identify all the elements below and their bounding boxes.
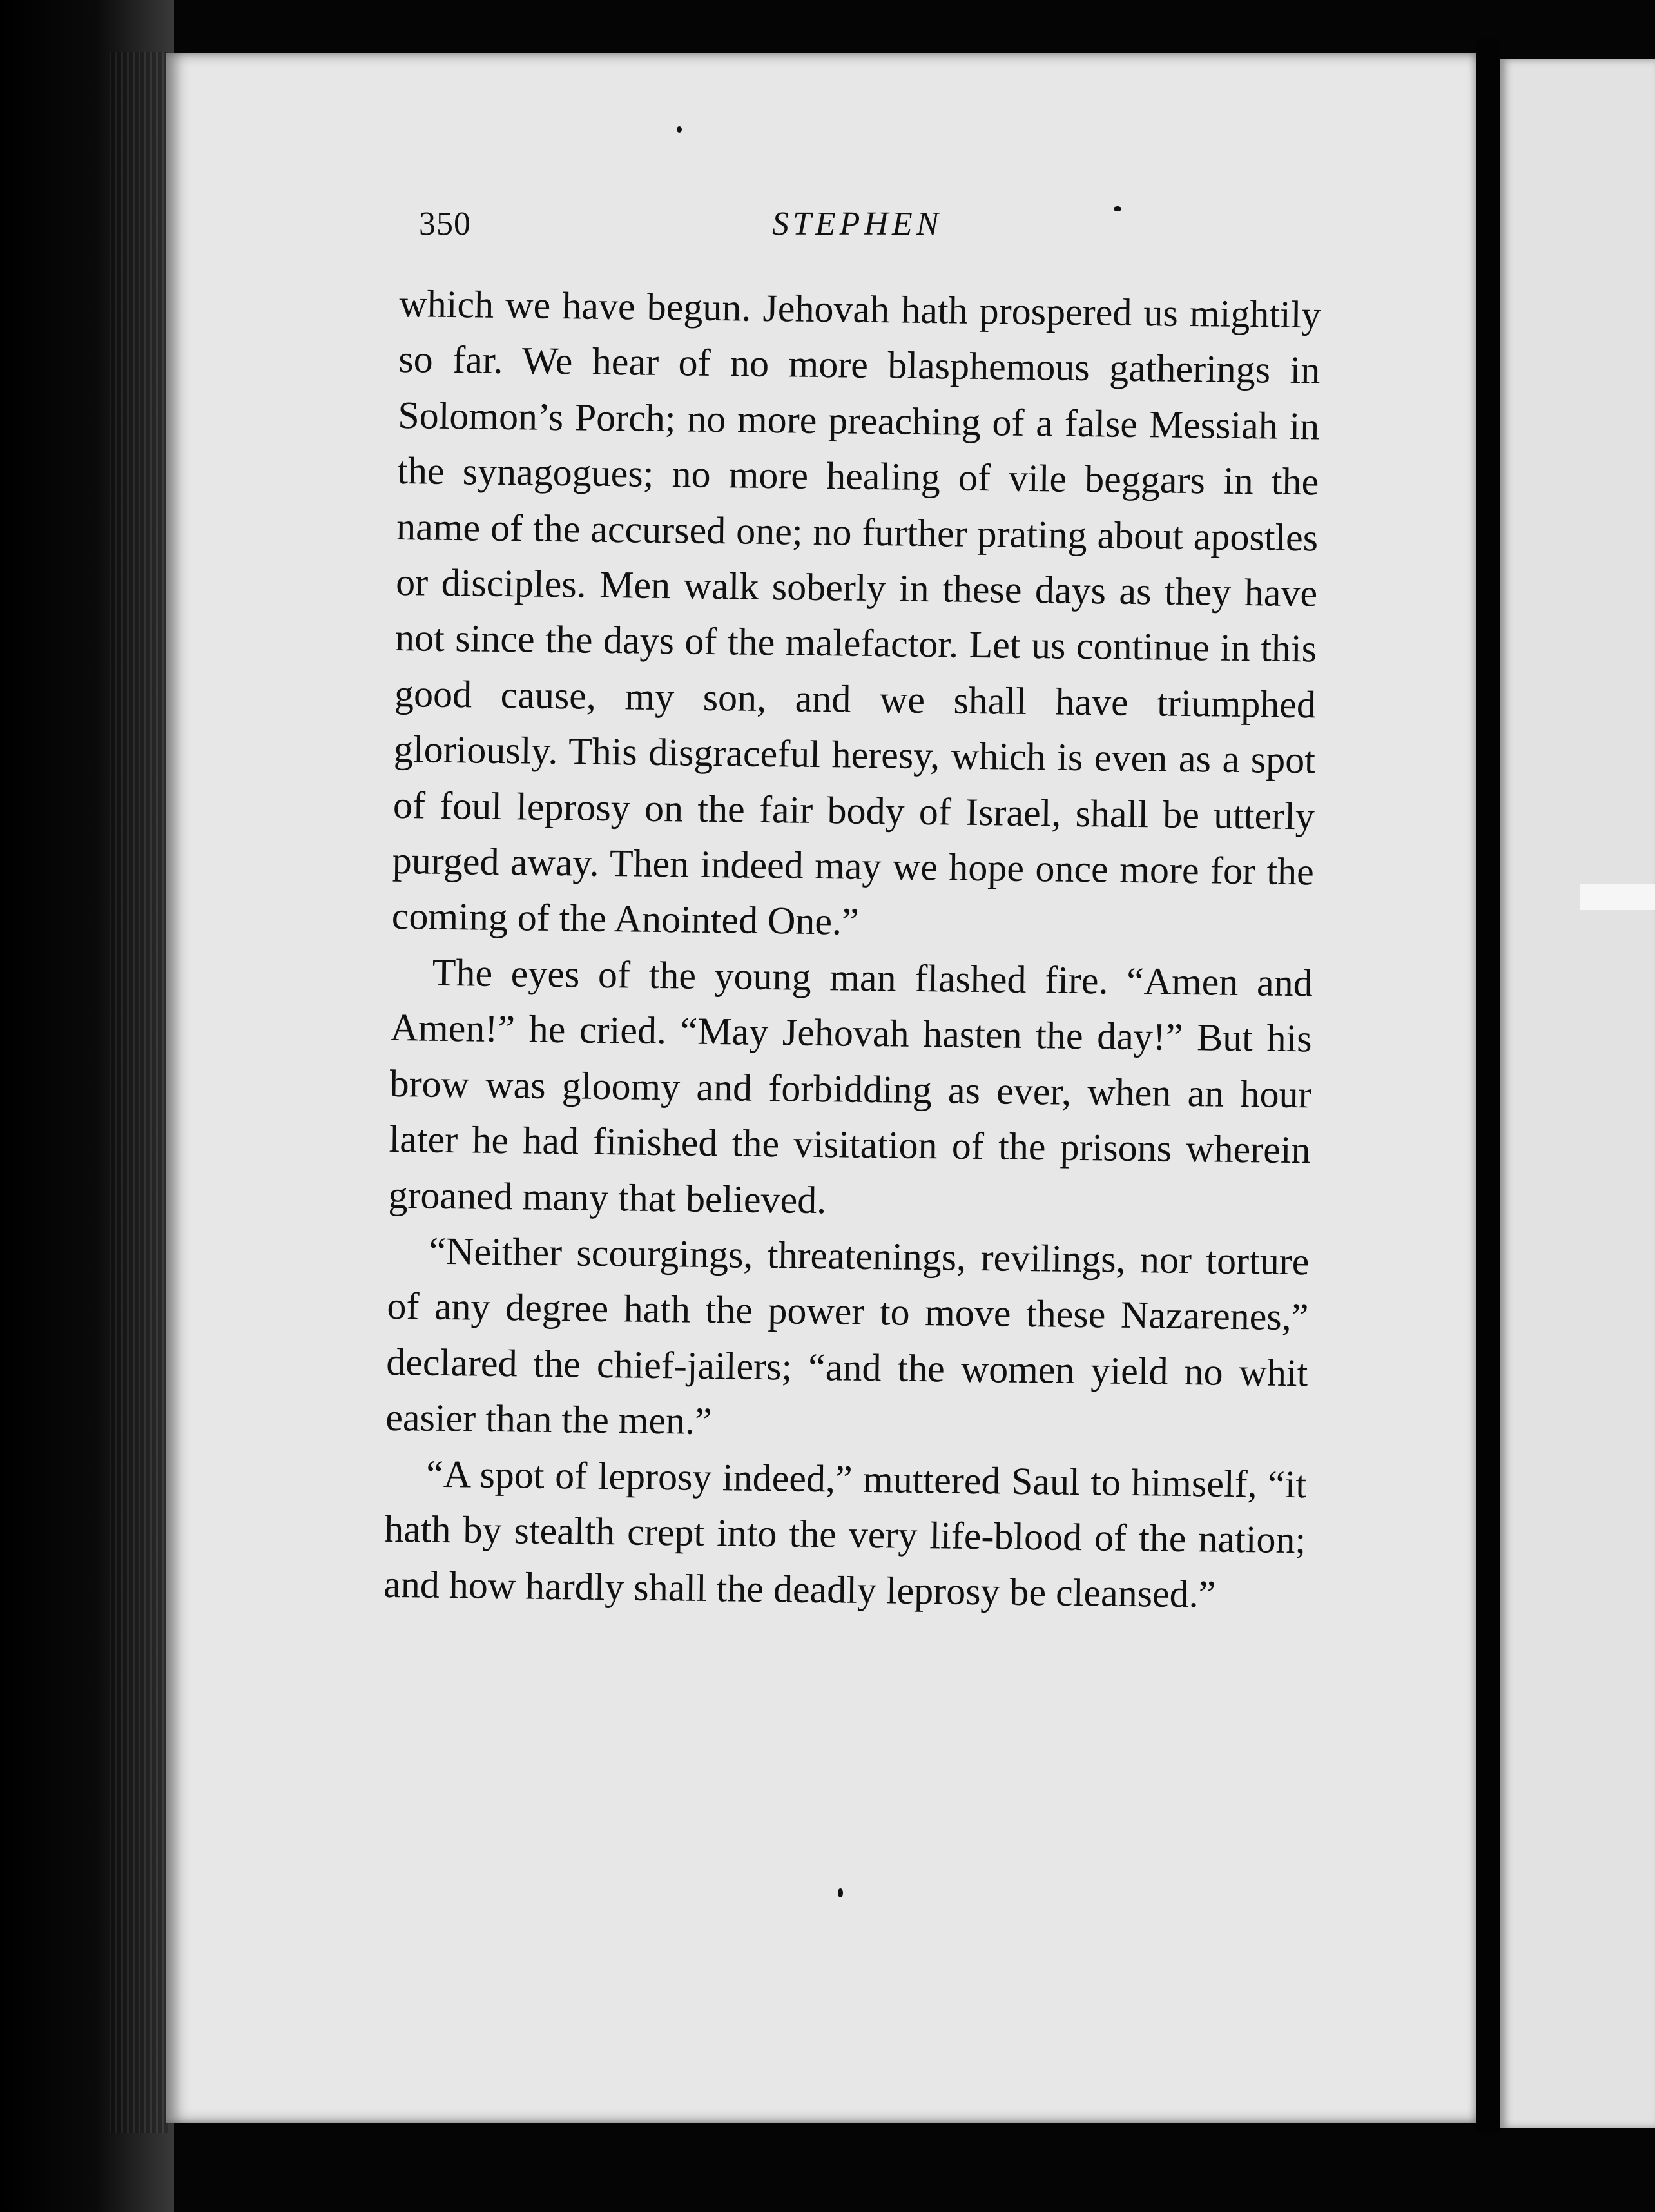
page-header xyxy=(419,205,1334,257)
page-gutter xyxy=(1476,39,1500,2133)
facing-page-edge xyxy=(1500,59,1655,2128)
ink-speck xyxy=(838,1888,843,1897)
paragraph: which we have begun. Jehovah hath prospered us mightily so far. We hear of no more blasphemous gatherings in Solomon’s Porch; no more preaching of a false Messiah in the synagogues; no more healing of vile beggars in the name of the accursed one; no further prating about apostles or disciples. Men walk soberly in these days as they have not since the days of the malefactor. Let us continue in this good cause, my son, and we shall have triumphed gloriously. This disgraceful heresy, which is even as a spot of foul leprosy on the fair body of Israel, shall be utterly purged away. Then indeed may we hope once more for the coming of the Anointed One.” xyxy=(391,282,1321,944)
running-head: STEPHEN xyxy=(772,206,943,242)
facing-page-tab xyxy=(1580,884,1655,910)
body-text xyxy=(383,276,1321,1624)
paragraph: The eyes of the young man flashed fire. “Amen and Amen!” he cried. “May Jehovah hasten the day!” But his brow was gloomy and forbidding as ever, when an hour later he had finished the visitation of the prisons wherein groaned many that believed. xyxy=(388,951,1313,1221)
binding-texture xyxy=(110,52,168,2133)
paragraph: “Neither scourgings, threatenings, revilings, nor torture of any degree hath the power to move these Nazarenes,” declared the chief-jailers; “and the women yield no whit easier than the men.” xyxy=(385,1229,1310,1443)
page-number: 350 xyxy=(419,206,471,242)
paragraph: “A spot of leprosy indeed,” muttered Saul to himself, “it hath by stealth crept into the very life-blood of the nation; and how hardly shall the deadly leprosy be cleansed.” xyxy=(383,1452,1307,1616)
ink-speck xyxy=(677,126,682,133)
